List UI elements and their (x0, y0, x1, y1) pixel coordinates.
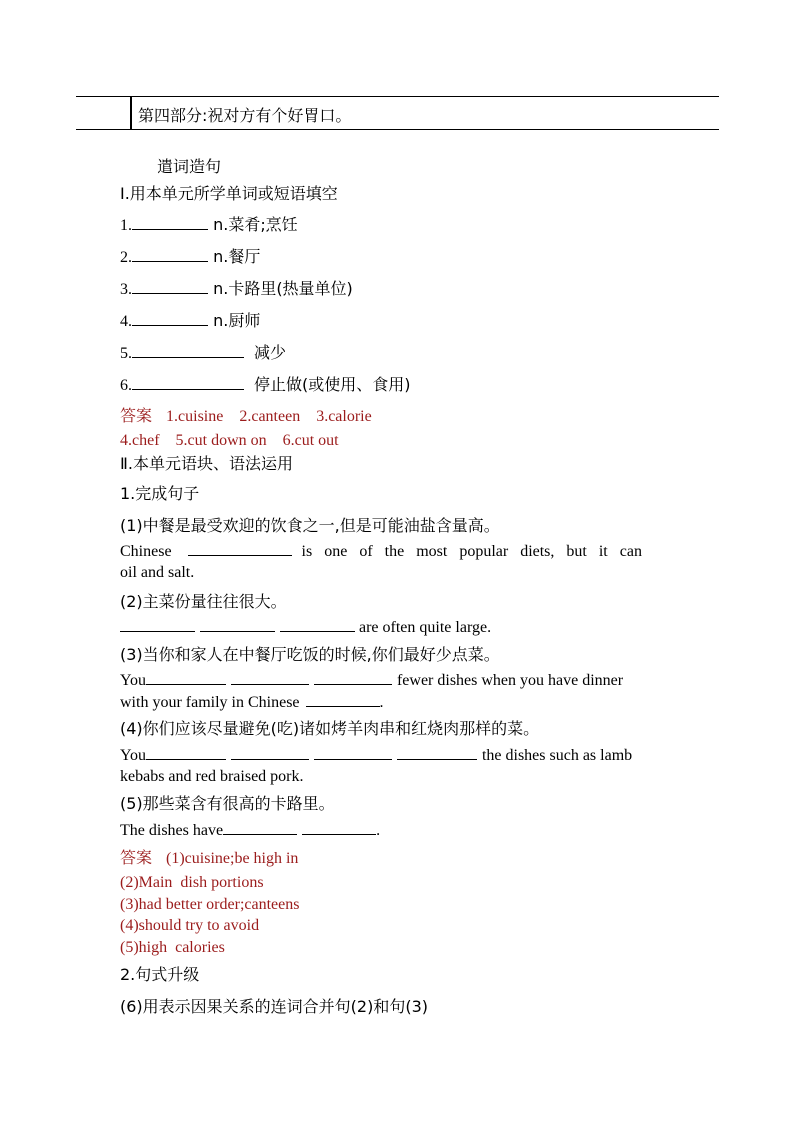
item-number: 1. (120, 217, 132, 234)
q6-chinese: (6)用表示因果关系的连词合并句(2)和句(3) (120, 997, 428, 1016)
q4-text-a: You (120, 747, 146, 764)
item-number: 3. (120, 281, 132, 298)
q3-period: . (379, 694, 384, 711)
part2-answer-line-4: (4)should try to avoid (120, 917, 260, 934)
q1-text-a: Chinese (120, 543, 172, 560)
q2-text: are often quite large. (359, 619, 492, 636)
vocab-item-5 (120, 343, 286, 364)
q1-english-line-2: oil and salt. (120, 564, 195, 581)
answer-label: 答案 (120, 848, 153, 867)
q5-text-a: The dishes have (120, 822, 224, 839)
answer-blank[interactable] (132, 215, 208, 230)
item-hint: 停止做(或使用、食用) (254, 375, 411, 394)
q1-text-b: is one of the most popular diets, but it can (301, 543, 642, 560)
item-hint: 减少 (254, 343, 287, 362)
answer-blank[interactable] (132, 343, 244, 358)
answer-blank[interactable] (132, 247, 208, 262)
answer-blank[interactable] (314, 670, 392, 685)
answer-label: 答案 (120, 406, 153, 425)
answer-blank[interactable] (223, 820, 297, 835)
answer-blank[interactable] (146, 670, 226, 685)
part2-heading: Ⅱ.本单元语块、语法运用 (120, 454, 293, 473)
q4-english-line-2: kebabs and red braised pork. (120, 768, 304, 785)
subsection-sentence-upgrade: 2.句式升级 (120, 965, 200, 984)
answer-blank[interactable] (306, 692, 380, 707)
vocab-item-4 (120, 311, 260, 332)
header-row-text: 第四部分:祝对方有个好胃口。 (138, 106, 352, 125)
q5-english (120, 820, 380, 841)
part2-answer-line-5: (5)high calories (120, 939, 225, 956)
q5-chinese: (5)那些菜含有很高的卡路里。 (120, 794, 335, 813)
vocab-item-1 (120, 215, 298, 236)
section-title: 遣词造句 (157, 157, 222, 176)
subsection-complete-sentences: 1.完成句子 (120, 484, 200, 503)
q3-english-line-1 (120, 670, 623, 691)
part2-answer-line-1 (120, 848, 298, 869)
answer-blank[interactable] (314, 745, 392, 760)
item-hint: n.厨师 (208, 311, 261, 330)
item-hint: n.卡路里(热量单位) (208, 279, 353, 298)
item-number: 2. (120, 249, 132, 266)
part2-answer-line-3: (3)had better order;canteens (120, 896, 300, 913)
vocab-item-2 (120, 247, 260, 268)
answer-blank[interactable] (200, 617, 275, 632)
q3-chinese: (3)当你和家人在中餐厅吃饭的时候,你们最好少点菜。 (120, 645, 500, 664)
q3-text-c: with your family in Chinese (120, 694, 300, 711)
q4-text-b: the dishes such as lamb (481, 747, 633, 764)
q2-chinese: (2)主菜份量往往很大。 (120, 592, 287, 611)
item-number: 5. (120, 345, 132, 362)
answer-text: (1)cuisine;be high in (166, 850, 299, 867)
answer-blank[interactable] (302, 820, 376, 835)
answer-text: 1.cuisine 2.canteen 3.calorie (166, 408, 372, 425)
q3-text-a: You (120, 672, 146, 689)
part1-answer-line-1 (120, 406, 372, 427)
answer-blank[interactable] (120, 617, 195, 632)
vocab-item-3 (120, 279, 353, 300)
item-hint: n.餐厅 (208, 247, 261, 266)
table-divider (130, 97, 132, 129)
q3-english-line-2 (120, 692, 384, 713)
answer-blank[interactable] (231, 745, 309, 760)
answer-blank[interactable] (146, 745, 226, 760)
part1-heading: Ⅰ.用本单元所学单词或短语填空 (120, 184, 338, 203)
answer-blank[interactable] (132, 375, 244, 390)
answer-blank[interactable] (132, 311, 208, 326)
part1-answer-line-2: 4.chef 5.cut down on 6.cut out (120, 432, 339, 449)
q1-chinese: (1)中餐是最受欢迎的饮食之一,但是可能油盐含量高。 (120, 516, 500, 535)
item-hint: n.菜肴;烹饪 (208, 215, 298, 234)
item-number: 6. (120, 377, 132, 394)
item-number: 4. (120, 313, 132, 330)
answer-blank[interactable] (280, 617, 355, 632)
q3-text-b: fewer dishes when you have dinner (396, 672, 624, 689)
answer-blank[interactable] (397, 745, 477, 760)
q5-period: . (376, 822, 381, 839)
q1-english-line-1 (120, 541, 674, 562)
vocab-item-6 (120, 375, 411, 396)
answer-blank[interactable] (231, 670, 309, 685)
q4-english-line-1 (120, 745, 632, 766)
answer-blank[interactable] (132, 279, 208, 294)
q4-chinese: (4)你们应该尽量避免(吃)诸如烤羊肉串和红烧肉那样的菜。 (120, 719, 540, 738)
q2-english (120, 617, 491, 638)
answer-blank[interactable] (188, 541, 292, 556)
header-table-row (76, 96, 719, 130)
part2-answer-line-2: (2)Main dish portions (120, 874, 264, 891)
